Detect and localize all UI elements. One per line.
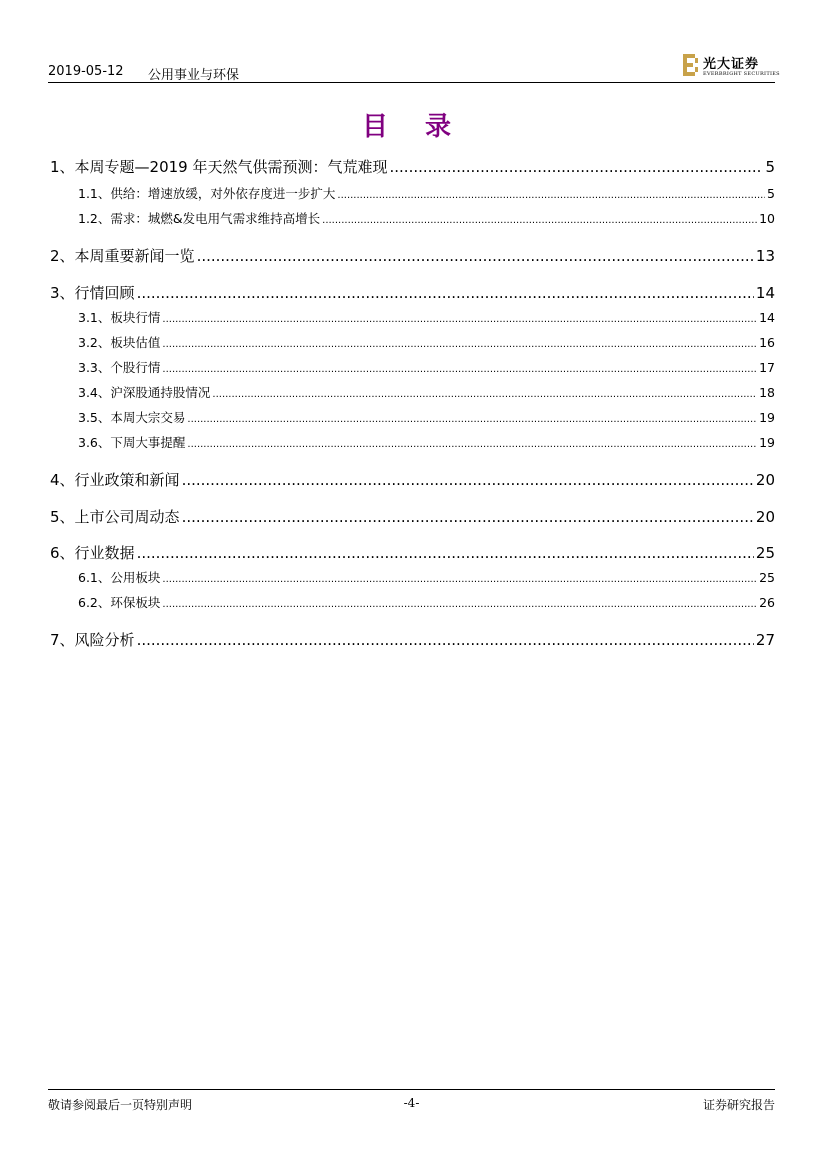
toc-entry-number: 1、 <box>50 158 75 176</box>
toc-entry[interactable] <box>50 383 775 401</box>
everbright-logo <box>683 52 780 80</box>
toc-entry[interactable] <box>50 282 775 303</box>
toc-entry-number: 7、 <box>50 631 75 649</box>
toc-entry-number: 6.1、 <box>78 570 111 585</box>
toc-entry-page: 19 <box>759 410 775 425</box>
toc-entry-number: 5、 <box>50 508 75 526</box>
toc-entry-label: 行业数据 <box>74 544 135 562</box>
toc-entry-label: 行情回顾 <box>74 284 135 302</box>
toc-leader-dots <box>162 310 757 325</box>
toc-entry-number: 3.2、 <box>78 335 111 350</box>
toc-entry-label: 供给：增速放缓，对外依存度进一步扩大 <box>110 186 336 201</box>
logo-mark-icon <box>683 54 699 76</box>
toc-entry-page: 17 <box>759 360 775 375</box>
toc-entry-page: 10 <box>759 211 775 226</box>
toc-entry-number: 6、 <box>50 544 75 562</box>
toc-leader-dots <box>137 544 754 562</box>
toc-entry-number: 1.2、 <box>78 211 111 226</box>
toc-leader-dots <box>162 360 757 375</box>
toc-entry-page: 20 <box>755 471 775 489</box>
toc-entry-label: 板块估值 <box>110 335 161 350</box>
toc-entry-number: 6.2、 <box>78 595 111 610</box>
toc-entry-page: 5 <box>765 158 775 176</box>
toc-leader-dots <box>162 335 757 350</box>
toc-entry[interactable] <box>50 308 775 326</box>
toc-leader-dots <box>187 410 757 425</box>
toc-leader-dots <box>162 595 757 610</box>
toc-entry-label: 沪深股通持股情况 <box>110 385 211 400</box>
toc-entry-label: 个股行情 <box>110 360 161 375</box>
toc-entry-page: 16 <box>759 335 775 350</box>
toc-leader-dots <box>390 158 764 176</box>
toc-entry-label: 公用板块 <box>110 570 161 585</box>
toc-entry[interactable] <box>50 629 775 650</box>
toc-leader-dots <box>337 186 765 201</box>
toc-entry[interactable] <box>50 358 775 376</box>
toc-entry[interactable] <box>50 506 775 527</box>
toc-entry[interactable] <box>50 156 775 177</box>
toc-leader-dots <box>137 631 754 649</box>
toc-entry-label: 本周重要新闻一览 <box>74 247 195 265</box>
disclaimer-note: 敬请参阅最后一页特别声明 <box>48 1098 193 1112</box>
logo-text-en: EVERBRIGHT SECURITIES <box>703 71 780 77</box>
toc-entry-label: 环保板块 <box>110 595 161 610</box>
toc-entry[interactable] <box>50 593 775 611</box>
toc-entry-label: 本周大宗交易 <box>110 410 186 425</box>
toc-entry-number: 3.1、 <box>78 310 111 325</box>
toc-leader-dots <box>162 570 757 585</box>
toc-title: 目 录 <box>361 112 466 142</box>
toc-entry[interactable] <box>50 542 775 563</box>
logo-text-cn: 光大证券 <box>703 57 760 72</box>
toc-leader-dots <box>197 247 754 265</box>
toc-leader-dots <box>322 211 757 226</box>
toc-leader-dots <box>187 435 757 450</box>
toc-entry[interactable] <box>50 184 775 202</box>
toc-entry-page: 25 <box>755 544 775 562</box>
toc-leader-dots <box>137 284 754 302</box>
toc-entry-number: 3、 <box>50 284 75 302</box>
toc-entry-page: 19 <box>759 435 775 450</box>
toc-entry-label: 上市公司周动态 <box>74 508 180 526</box>
page-header <box>48 52 780 83</box>
toc-entry-number: 1.1、 <box>78 186 111 201</box>
toc-entry-label: 本周专题—2019 年天然气供需预测：气荒难现 <box>74 158 388 176</box>
toc-entry-number: 2、 <box>50 247 75 265</box>
toc-entry-number: 3.5、 <box>78 410 111 425</box>
report-date: 2019-05-12 <box>48 64 124 79</box>
toc-entry-label: 需求：城燃&发电用气需求维持高增长 <box>110 211 321 226</box>
toc-entry-number: 3.3、 <box>78 360 111 375</box>
toc-entry[interactable] <box>50 433 775 451</box>
toc-leader-dots <box>182 508 754 526</box>
report-sector: 公用事业与环保 <box>148 68 240 83</box>
toc-entry[interactable] <box>50 408 775 426</box>
toc-entry-page: 13 <box>755 247 775 265</box>
toc-entry-page: 25 <box>759 570 775 585</box>
toc-entry-label: 风险分析 <box>74 631 135 649</box>
toc-entry-label: 行业政策和新闻 <box>74 471 180 489</box>
toc-entry-page: 14 <box>755 284 775 302</box>
toc-entry[interactable] <box>50 245 775 266</box>
toc-entry-number: 3.6、 <box>78 435 111 450</box>
toc-entry-number: 3.4、 <box>78 385 111 400</box>
toc-entry-label: 下周大事提醒 <box>110 435 186 450</box>
report-type: 证券研究报告 <box>702 1098 775 1112</box>
toc-entry-label: 板块行情 <box>110 310 161 325</box>
toc-entry-page: 18 <box>759 385 775 400</box>
page-number: -4- <box>403 1096 420 1110</box>
page-footer <box>48 1089 775 1120</box>
toc-entry-page: 5 <box>767 186 775 201</box>
toc-entry[interactable] <box>50 469 775 490</box>
toc-entry[interactable] <box>50 333 775 351</box>
toc-entry-page: 27 <box>755 631 775 649</box>
toc-entry-page: 20 <box>755 508 775 526</box>
toc-entry-page: 14 <box>759 310 775 325</box>
toc-entry-page: 26 <box>759 595 775 610</box>
toc-leader-dots <box>212 385 757 400</box>
toc-leader-dots <box>182 471 754 489</box>
toc-entry[interactable] <box>50 568 775 586</box>
toc-entry-number: 4、 <box>50 471 75 489</box>
toc-entry[interactable] <box>50 209 775 227</box>
